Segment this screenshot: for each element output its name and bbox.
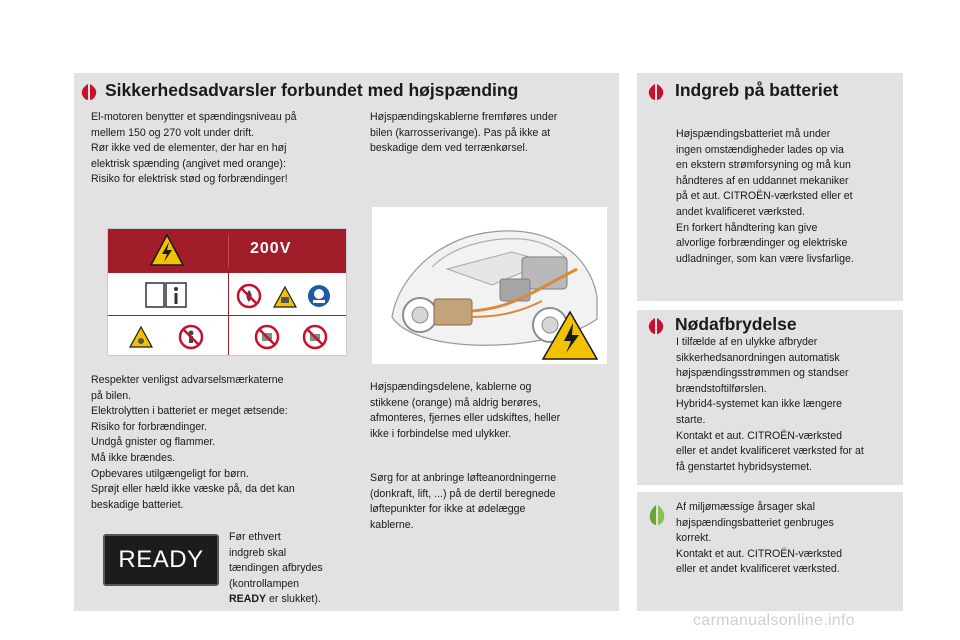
- text-line: El-motoren benytter et spændingsniveau på: [91, 111, 297, 123]
- text-line: elektrisk spænding (angivet med orange):: [91, 157, 286, 170]
- text-line: mellem 150 og 270 volt under drift.: [91, 126, 255, 139]
- text-line: Må ikke brændes.: [91, 451, 176, 464]
- no-fire-icon: [236, 283, 262, 309]
- text-line: READY er slukket).: [229, 593, 321, 606]
- text-line: højspændingsbatteriet genbruges: [676, 516, 834, 529]
- text-line: I tilfælde af en ulykke afbryder: [676, 336, 818, 348]
- lifting-paragraph: [370, 471, 556, 533]
- text-line: på et aut. CITROËN-værksted eller et: [676, 190, 853, 203]
- text-line: Højspændingsdelene, kablerne og: [370, 381, 532, 393]
- no-liquid-icon: [254, 324, 280, 350]
- text-line: brændstoftilførslen.: [676, 382, 767, 395]
- text-line: afmonteres, fjernes eller udskiftes, heller: [370, 412, 561, 425]
- safety-warnings-heading: Sikkerhedsadvarsler forbundet med højspænding: [105, 80, 519, 100]
- text-line: Højspændingskablerne fremføres under: [370, 111, 558, 123]
- text-line: indgreb skal: [229, 546, 287, 559]
- text-line: Af miljømæssige årsager skal: [676, 501, 815, 513]
- text-line: Risiko for elektrisk stød og forbrændinger!: [91, 173, 288, 186]
- text-line: ikke i forbindelse med ulykker.: [370, 427, 512, 440]
- text-line: stikkene (orange) må aldrig berøres,: [370, 396, 541, 409]
- high-voltage-parts-paragraph: [370, 380, 560, 442]
- text-line: Rør ikke ved de elementer, der har en høj: [91, 142, 287, 155]
- text-line: løftepunkter for ikke at ødelægge: [370, 503, 526, 516]
- car-high-voltage-illustration: [372, 207, 607, 364]
- text-line: højspændingsstrømmen og standser: [676, 367, 849, 380]
- text-line: håndteres af en uddannet mekaniker: [676, 174, 849, 187]
- text-line: (kontrollampen: [229, 577, 300, 590]
- text-line: Risiko for forbrændinger.: [91, 420, 207, 433]
- text-line: tændingen afbrydes: [229, 562, 323, 575]
- text-line: Sørg for at anbringe løfteanordningerne: [370, 472, 557, 484]
- leaf-icon: [648, 504, 666, 526]
- label-header: [108, 229, 346, 273]
- warning-icon: [81, 83, 97, 101]
- text-line: ingen omstændigheder lades op via: [676, 143, 844, 156]
- text-line: andet kvalificeret værksted.: [676, 205, 805, 218]
- corrosive-warning-icon: [272, 285, 298, 309]
- text-line: udladninger, som kan være livsfarlige.: [676, 252, 854, 265]
- text-line: Før ethvert: [229, 531, 281, 543]
- text-line: en ekstern strømforsyning og må kun: [676, 159, 851, 172]
- warning-icon: [648, 83, 664, 101]
- text-line: Hybrid4-systemet kan ikke længere: [676, 398, 843, 411]
- label-voltage: 200V: [250, 240, 292, 257]
- text-line: bilen (karrosserivange). Pas på ikke at: [370, 126, 551, 139]
- recycling-paragraph: [676, 500, 842, 578]
- text-line: Undgå gnister og flammer.: [91, 436, 216, 449]
- emergency-heading: Nødafbrydelse: [675, 314, 797, 334]
- text-line: Højspændingsbatteriet må under: [676, 128, 831, 140]
- warning-icon: [648, 317, 664, 335]
- ready-note-paragraph: [229, 530, 323, 608]
- ready-badge-text: READY: [118, 546, 204, 573]
- text-line: korrekt.: [676, 532, 712, 545]
- emergency-paragraph: [676, 335, 864, 475]
- explosive-warning-icon: [128, 325, 154, 349]
- text-line: Respekter venligst advarselsmærkaterne: [91, 374, 284, 386]
- text-line: Kontakt et aut. CITROËN-værksted: [676, 429, 843, 442]
- text-line: En forkert håndtering kan give: [676, 221, 818, 234]
- text-line: (donkraft, lift, ...) på de dertil beregnede: [370, 487, 556, 500]
- text-line: kablerne.: [370, 518, 414, 531]
- text-line: på bilen.: [91, 389, 132, 402]
- intro-paragraph: [91, 110, 297, 188]
- ready-bold-text: READY: [229, 593, 267, 606]
- text-line: starte.: [676, 413, 706, 426]
- text-line: alvorlige forbrændinger og elektriske: [676, 237, 848, 250]
- eye-protection-icon: [306, 283, 332, 309]
- high-voltage-icon: [149, 233, 185, 267]
- text-line: eller et andet kvalificeret værksted.: [676, 563, 840, 576]
- car-cutaway-image: [372, 207, 607, 364]
- respect-labels-paragraph: [91, 373, 295, 513]
- no-children-icon: [178, 324, 204, 350]
- cables-paragraph: [370, 110, 557, 157]
- text-line: beskadige dem ved terrænkørsel.: [370, 142, 528, 155]
- text-line: Opbevares utilgængeligt for børn.: [91, 467, 249, 480]
- warning-label-illustration: [107, 228, 347, 356]
- text-line: beskadige batteriet.: [91, 498, 184, 511]
- text-line: Sprøjt eller hæld ikke væske på, da det kan: [91, 483, 295, 496]
- ready-indicator-badge: [103, 534, 219, 586]
- read-manual-icon: [142, 279, 192, 311]
- text-line: Kontakt et aut. CITROËN-værksted: [676, 547, 843, 560]
- text-line: sikkerhedsanordningen automatisk: [676, 351, 840, 364]
- battery-paragraph: [676, 127, 854, 267]
- text-line: få genstartet hybridsystemet.: [676, 460, 813, 473]
- text-line: Elektrolytten i batteriet er meget ætsende:: [91, 405, 288, 418]
- battery-heading: Indgreb på batteriet: [675, 80, 839, 100]
- no-burn-icon: [302, 324, 328, 350]
- site-watermark: carmanualsonline.info: [693, 612, 855, 629]
- text-line: eller et andet kvalificeret værksted for at: [676, 445, 864, 458]
